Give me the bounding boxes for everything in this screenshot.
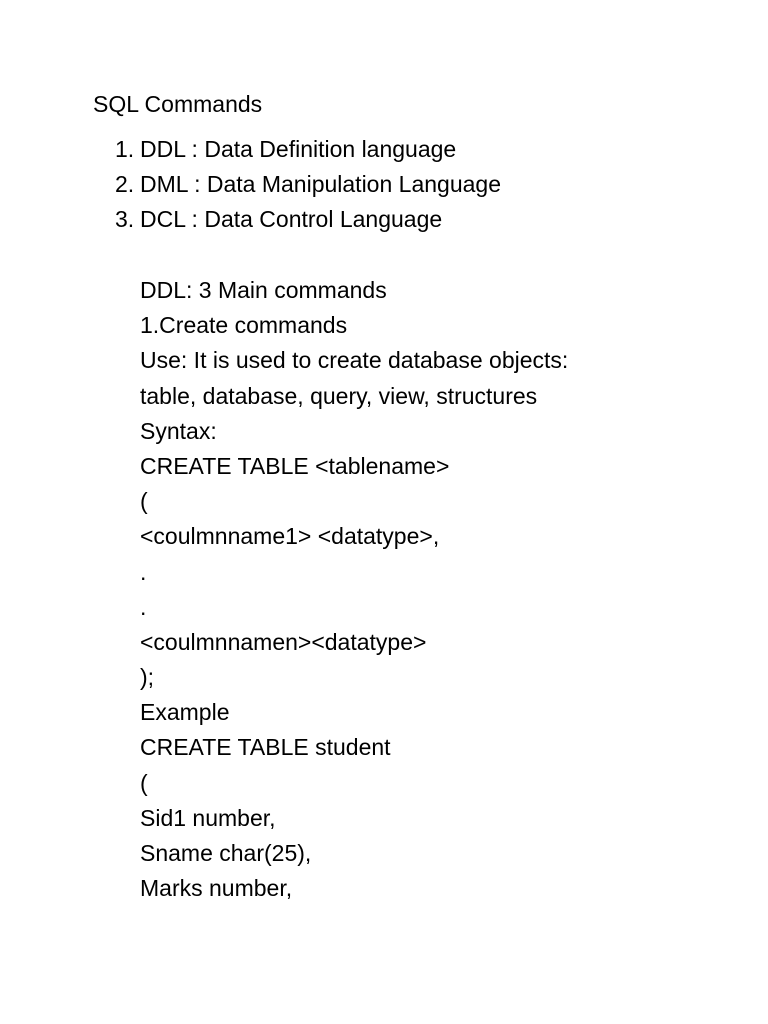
- body-line-objects: table, database, query, view, structures: [140, 382, 538, 409]
- document-body: [140, 275, 568, 908]
- list-number: 2.: [115, 171, 135, 197]
- body-line-example-sname: Sname char(25),: [140, 840, 312, 866]
- body-line-syntax-column1: <coulmnname1> <datatype>,: [140, 523, 440, 550]
- list-text: DML : Data Manipulation Language: [140, 171, 501, 197]
- body-line-example-open-paren: (: [140, 769, 148, 796]
- body-line-syntax-open-paren: (: [140, 488, 148, 515]
- body-line-syntax-dot: .: [140, 593, 147, 620]
- document-title: SQL Commands: [93, 91, 263, 117]
- body-line-syntax-close: );: [140, 664, 155, 691]
- body-line-syntax-dot: .: [140, 558, 147, 585]
- list-number: 1.: [115, 136, 135, 162]
- body-line-syntax-label: Syntax:: [140, 417, 217, 444]
- body-line-example-label: Example: [140, 699, 230, 726]
- body-line-example-marks: Marks number,: [140, 875, 293, 902]
- list-number: 3.: [115, 206, 135, 232]
- body-line-example-sid: Sid1 number,: [140, 804, 276, 831]
- body-line-use: Use: It is used to create database objects:: [140, 347, 569, 374]
- body-line-syntax-create: CREATE TABLE <tablename>: [140, 452, 450, 479]
- body-line-create-heading: 1.Create commands: [140, 312, 348, 339]
- body-line-syntax-columnn: <coulmnnamen><datatype>: [140, 628, 427, 655]
- body-line-ddl-heading: DDL: 3 Main commands: [140, 277, 387, 303]
- body-line-example-create: CREATE TABLE student: [140, 734, 391, 761]
- list-text: DCL : Data Control Language: [140, 206, 443, 232]
- list-text: DDL : Data Definition language: [140, 136, 457, 162]
